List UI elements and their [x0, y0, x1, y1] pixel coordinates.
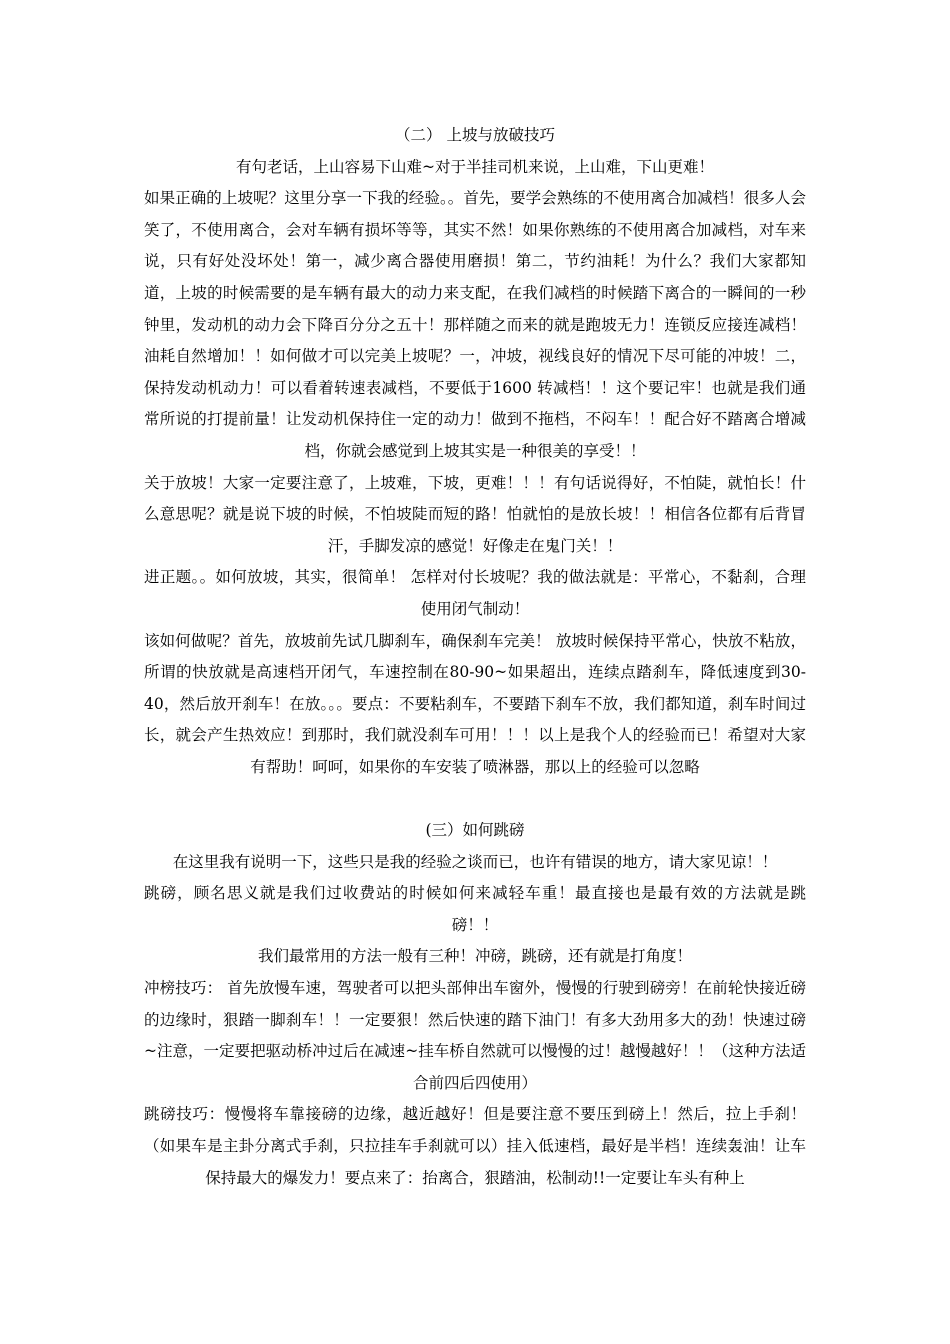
document-page: [144, 120, 806, 1194]
paragraph: 冲榜技巧： 首先放慢车速，驾驶者可以把头部伸出车窗外，慢慢的行驶到磅旁！在前轮快接近磅的边缘时，狠踏一脚刹车！！一定要狠！然后快速的踏下油门！有多大劲用多大的劲！快速过磅~注意，一定要把驱动桥冲过后在减速~挂车桥自然就可以慢慢的过！越慢越好！！（这种方法适合前四后四使用）: [144, 979, 806, 1092]
paragraph: 如果正确的上坡呢？这里分享一下我的经验。。首先，要学会熟练的不使用离合加减档！很多人会笑了，不使用离合，会对车辆有损坏等等，其实不然！如果你熟练的不使用离合加减档，对车来说，只有好处没坏处！第一，减少离合器使用磨损！第二，节约油耗！为什么？我们大家都知道，上坡的时候需要的是车辆有最大的动力来支配，在我们减档的时候踏下离合的一瞬间的一秒钟里，发动机的动力会下降百分分之五十！那样随之而来的就是跑坡无力！连锁反应接连减档！油耗自然增加！！如何做才可以完美上坡呢？一，冲坡，视线良好的情况下尽可能的冲坡！二，保持发动机动力！可以看着转速表减档，不要低于1600 转减档！！这个要记牢！也就是我们通常所说的打提前量！让发动机保持住一定的动力！做到不拖档，不闷车！！配合好不踏离合增减档，你就会感觉到上坡其实是一种很美的享受！！: [144, 189, 806, 460]
section-3-heading: (三）如何跳磅: [425, 821, 525, 840]
paragraph: 跳磅，顾名思义就是我们过收费站的时候如何来减轻车重！最直接也是最有效的方法就是跳磅！！: [144, 884, 806, 934]
paragraph: 有句老话，上山容易下山难~对于半挂司机来说，上山难，下山更难！: [236, 157, 714, 176]
paragraph: 进正题。。如何放坡，其实，很简单！ 怎样对付长坡呢？我的做法就是：平常心，不黏刹，合理使用闭气制动！: [144, 568, 806, 618]
section-spacer: [144, 783, 806, 815]
paragraph: 关于放坡！大家一定要注意了，上坡难，下坡，更难！！！有句话说得好，不怕陡，就怕长！什么意思呢？就是说下坡的时候，不怕坡陡而短的路！怕就怕的是放长坡！！相信各位都有后背冒汗，手脚发凉的感觉！好像走在鬼门关！！: [144, 473, 806, 555]
paragraph: 该如何做呢？首先，放坡前先试几脚刹车，确保刹车完美！ 放坡时候保持平常心，快放不粘放，所谓的快放就是高速档开闭气，车速控制在80-90~如果超出，连续点踏刹车，降低速度到30-40，然后放开刹车！在放。。。要点：不要粘刹车，不要踏下刹车不放，我们都知道，刹车时间过长，就会产生热效应！到那时，我们就没刹车可用！！！以上是我个人的经验而已！希望对大家有帮助！呵呵，如果你的车安装了喷淋器，那以上的经验可以忽略: [144, 631, 806, 776]
paragraph: 我们最常用的方法一般有三种！冲磅，跳磅，还有就是打角度！: [257, 947, 692, 966]
section-2-heading: （二） 上坡与放破技巧: [395, 126, 555, 144]
paragraph: 跳磅技巧：慢慢将车靠接磅的边缘，越近越好！但是要注意不要压到磅上！然后，拉上手刹！（如果车是主卦分离式手刹，只拉挂车手刹就可以）挂入低速档，最好是半档！连续轰油！让车保持最大的爆发力！要点来了：抬离合，狠踏油，松制动!!一定要让车头有种上: [144, 1105, 806, 1187]
paragraph: 在这里我有说明一下，这些只是我的经验之谈而已，也许有错误的地方，请大家见谅！！: [172, 852, 778, 871]
